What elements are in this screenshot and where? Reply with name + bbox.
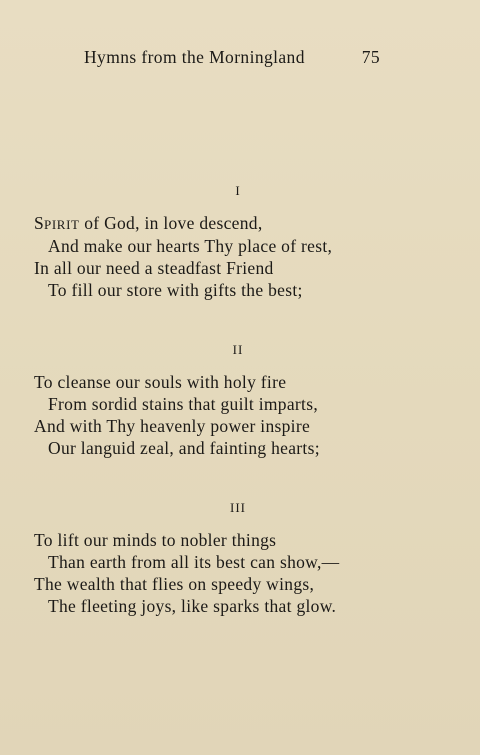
poem-line: In all our need a steadfast Friend [34, 258, 274, 278]
poem-line: Our languid zeal, and fainting hearts; [48, 438, 320, 458]
small-caps-rest: PIRIT [44, 217, 80, 232]
poem-line: And make our hearts Thy place of rest, [48, 236, 333, 256]
running-header [84, 47, 380, 71]
small-caps-initial: S [34, 213, 45, 233]
stanza-numeral: II [232, 342, 244, 357]
poem-line: SPIRIT of God, in love descend, [34, 213, 263, 233]
poem-line: And with Thy heavenly power inspire [34, 416, 311, 436]
poem-line: To fill our store with gifts the best; [48, 280, 303, 300]
poem-line: Than earth from all its best can show,— [48, 552, 340, 572]
poem-line: The wealth that flies on speedy wings, [34, 574, 315, 594]
page-number: 75 [361, 47, 380, 67]
stanza-numeral: III [230, 500, 246, 515]
poem-line: From sordid stains that guilt imparts, [48, 394, 319, 414]
running-title: Hymns from the Morningland [84, 47, 305, 67]
poem-line: The fleeting joys, like sparks that glow. [48, 596, 337, 616]
poem-line: To lift our minds to nobler things [34, 530, 277, 550]
stanza-numeral: I [235, 183, 241, 198]
poem-line: To cleanse our souls with holy fire [34, 372, 287, 392]
